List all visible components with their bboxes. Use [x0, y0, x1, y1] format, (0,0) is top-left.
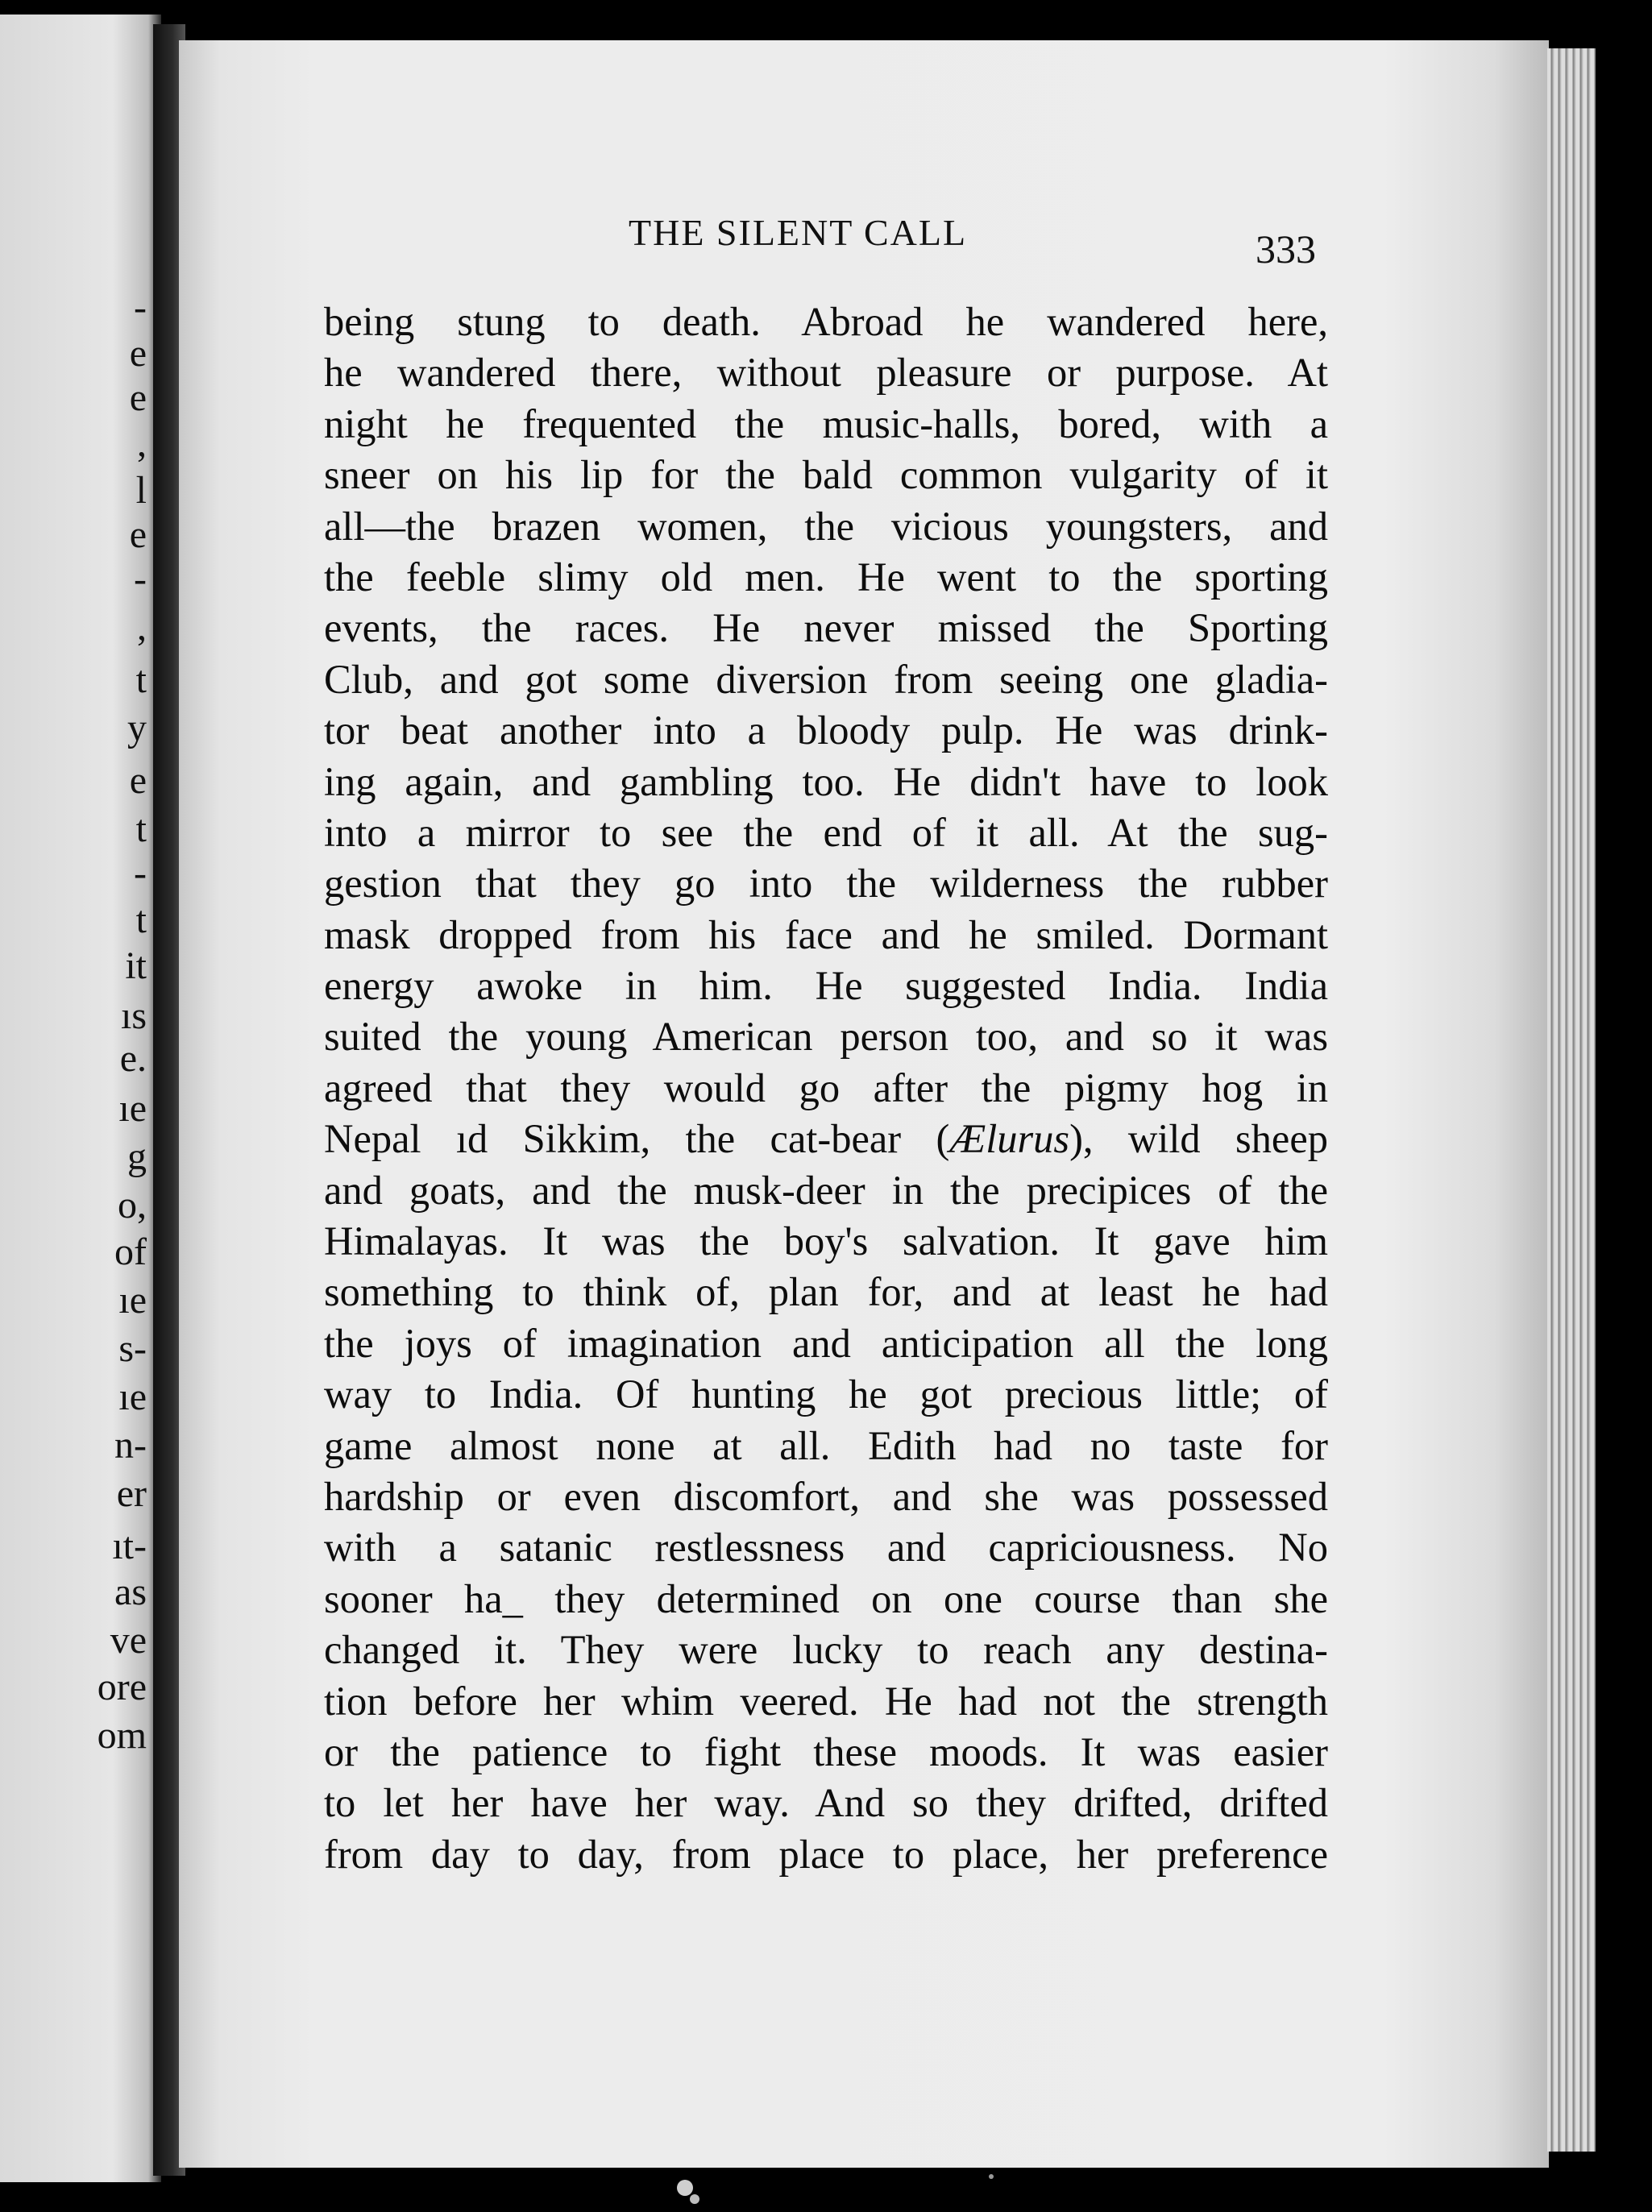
text-line: night he frequented the music-halls, bored, with a	[324, 400, 1328, 446]
previous-page-text-fragment: ıs	[120, 994, 147, 1037]
previous-page-text-fragment: -	[134, 286, 147, 329]
previous-page-text-fragment: -	[134, 852, 147, 894]
text-line: something to think of, plan for, and at least he had	[324, 1269, 1328, 1315]
text-line: sooner ha_ they determined on one course than she	[324, 1575, 1328, 1621]
previous-page-text-fragment: ore	[97, 1666, 147, 1708]
text-line: all—the brazen women, the vicious youngsters, and	[324, 503, 1328, 549]
previous-page-text-fragment: e	[129, 332, 147, 375]
previous-page-text-fragment: t	[135, 658, 147, 701]
text-line: the joys of imagination and anticipation all the long	[324, 1320, 1328, 1366]
previous-page-text-fragment: e	[129, 513, 147, 556]
text-line: with a satanic restlessness and capriciousness. No	[324, 1525, 1328, 1571]
previous-page-text-fragment: ıe	[118, 1279, 147, 1322]
page-number: 333	[1256, 226, 1316, 272]
previous-page-text-fragment: om	[97, 1714, 147, 1757]
previous-page-text-fragment: ıe	[118, 1087, 147, 1130]
text-line: game almost none at all. Edith had no taste for	[324, 1422, 1328, 1468]
previous-page-text-fragment: t	[135, 807, 147, 850]
body-text	[324, 297, 1328, 1880]
text-line: events, the races. He never missed the Sporting	[324, 605, 1328, 651]
text-line: tion before her whim veered. He had not the strength	[324, 1678, 1328, 1724]
text-line: into a mirror to see the end of it all. At the sug-	[324, 809, 1328, 855]
text-line: Nepal ıd Sikkim, the cat-bear (Ælurus), wild sheep	[324, 1116, 1328, 1162]
previous-page-text-fragment: ve	[110, 1619, 147, 1662]
italic-genus-name: Ælurus	[949, 1116, 1070, 1162]
previous-page-text-fragment: g	[127, 1135, 147, 1178]
text-line: Club, and got some diversion from seeing one gladia-	[324, 656, 1328, 702]
previous-page-text-fragment: ,	[137, 422, 147, 465]
text-line: Himalayas. It was the boy's salvation. It gave him	[324, 1218, 1328, 1264]
text-line: tor beat another into a bloody pulp. He was drink-	[324, 708, 1328, 753]
previous-page-text-fragment: s-	[118, 1327, 147, 1370]
previous-page-text-fragment: ,	[137, 606, 147, 649]
previous-page-text-fragment: y	[127, 707, 147, 749]
text-line: to let her have her way. And so they drifted, drifted	[324, 1780, 1328, 1826]
page-edge-stack	[1547, 48, 1596, 2152]
text-line: mask dropped from his face and he smiled. Dormant	[324, 911, 1328, 957]
scan-specks	[0, 2164, 1652, 2212]
previous-page-text-fragment: o,	[118, 1184, 147, 1226]
text-line: changed it. They were lucky to reach any destina-	[324, 1627, 1328, 1673]
text-line: ing again, and gambling too. He didn't have to look	[324, 758, 1328, 804]
text-line: suited the young American person too, and so it was	[324, 1014, 1328, 1060]
previous-page-text-fragment: e.	[119, 1037, 147, 1080]
text-line: energy awoke in him. He suggested India. India	[324, 963, 1328, 1009]
previous-page-text-fragment: e	[129, 376, 147, 419]
previous-page-text-fragment: ıe	[118, 1376, 147, 1418]
text-line: from day to day, from place to place, her preference	[324, 1831, 1328, 1877]
previous-page-text-fragment: as	[114, 1571, 147, 1613]
text-line: agreed that they would go after the pigmy hog in	[324, 1064, 1328, 1110]
running-head: THE SILENT CALL	[629, 212, 968, 253]
previous-page-edge	[0, 15, 161, 2182]
text-line: sneer on his lip for the bald common vulgarity of it	[324, 452, 1328, 498]
previous-page-text-fragment: l	[135, 469, 147, 512]
previous-page-text-fragment: er	[116, 1472, 147, 1515]
previous-page-text-fragment: ıt-	[112, 1525, 147, 1567]
text-line: and goats, and the musk-deer in the precipices of the	[324, 1167, 1328, 1213]
text-line: way to India. Of hunting he got precious little; of	[324, 1372, 1328, 1417]
text-line: he wandered there, without pleasure or purpose. At	[324, 350, 1328, 396]
previous-page-text-fragment: e	[129, 759, 147, 802]
previous-page-text-fragment: n-	[114, 1424, 147, 1467]
previous-page-text-fragment: of	[114, 1231, 147, 1273]
text-line: the feeble slimy old men. He went to the sporting	[324, 554, 1328, 600]
text-line: gestion that they go into the wilderness the rubber	[324, 861, 1328, 907]
previous-page-text-fragment: it	[125, 944, 147, 987]
text-line: being stung to death. Abroad he wandered here,	[324, 299, 1328, 344]
text-line: or the patience to fight these moods. It was easier	[324, 1729, 1328, 1774]
text-line: hardship or even discomfort, and she was possessed	[324, 1473, 1328, 1519]
previous-page-text-fragment: t	[135, 898, 147, 941]
previous-page-text-fragment: -	[134, 558, 147, 600]
